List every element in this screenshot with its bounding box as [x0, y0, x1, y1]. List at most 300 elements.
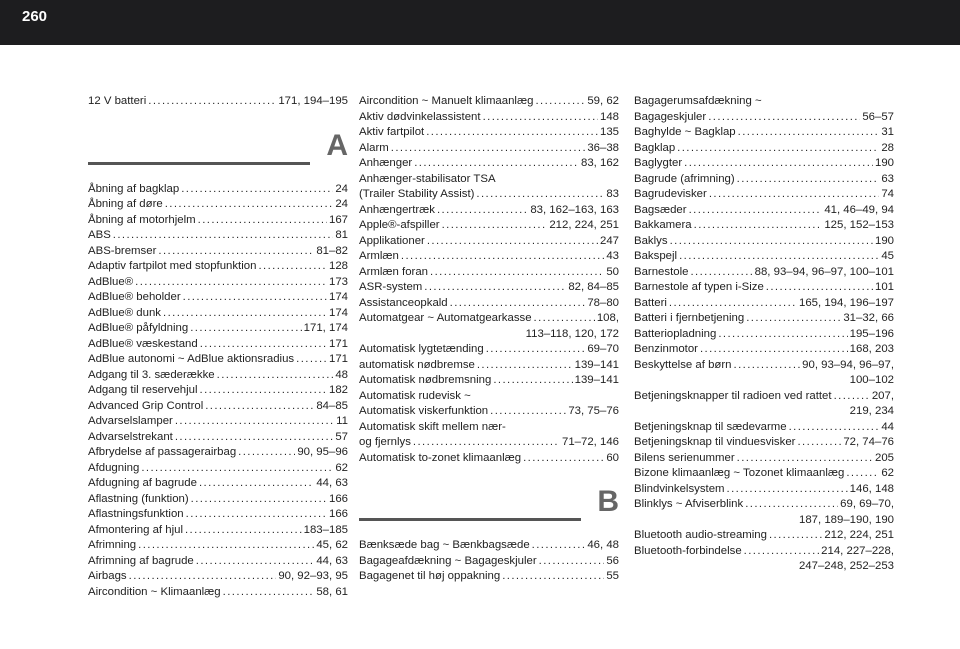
index-term: Armlæn foran — [359, 265, 429, 278]
dot-leader — [437, 203, 528, 219]
dot-leader — [483, 110, 598, 126]
index-term: Bakspejl — [634, 250, 678, 262]
index-term: Applikationer — [359, 234, 425, 247]
dot-leader — [129, 569, 277, 585]
index-term: Åbning af bagklap — [88, 182, 180, 195]
dot-leader — [199, 476, 314, 492]
page-ref: 62 — [881, 467, 894, 479]
dot-leader — [694, 218, 823, 234]
index-entry-pages-continued: 219, 234 — [849, 405, 894, 417]
dot-leader — [190, 321, 301, 337]
index-term: Aircondition ~ Klimaanlæg — [88, 585, 221, 598]
dot-leader — [539, 554, 605, 570]
index-entry — [634, 451, 894, 467]
dot-leader — [442, 218, 548, 234]
index-entry — [88, 445, 348, 461]
index-entry — [88, 290, 348, 306]
index-entry — [88, 383, 348, 399]
index-term: Aktiv fartpilot — [359, 126, 425, 138]
index-term: Automatisk lygtetænding — [359, 343, 484, 355]
page-ref: 174 — [328, 291, 348, 303]
page-ref: 195–196 — [849, 327, 894, 340]
index-term: Armlæn — [359, 250, 399, 262]
dot-leader — [205, 399, 314, 415]
dot-leader — [769, 528, 822, 544]
index-term: 12 V batteri — [88, 95, 147, 107]
index-entry — [634, 156, 894, 172]
page-ref: 212, 224, 251 — [549, 219, 619, 231]
index-entry — [634, 389, 894, 405]
page-ref: 190 — [874, 234, 894, 247]
index-entry — [359, 404, 619, 420]
index-entry — [88, 461, 348, 477]
index-term: Automatisk viskerfunktion — [359, 405, 489, 417]
index-entry — [359, 156, 619, 172]
index-entry — [359, 569, 619, 585]
index-entry — [88, 321, 348, 337]
page-ref: 84–85 — [316, 399, 348, 412]
index-term: Alarm — [359, 141, 389, 154]
index-entry — [634, 296, 894, 312]
page-ref: 36–38 — [587, 141, 619, 154]
page-ref: 59, 62 — [587, 95, 619, 107]
index-entry — [88, 259, 348, 275]
index-entry — [88, 228, 348, 244]
page-ref: 73, 75–76 — [568, 405, 619, 417]
dot-leader — [834, 389, 870, 405]
index-entry-pages-continued: 113–118, 120, 172 — [525, 327, 619, 340]
dot-leader — [413, 435, 560, 451]
page-ref: 214, 227–228, — [821, 544, 894, 557]
index-column-3 — [634, 94, 894, 575]
dot-leader — [797, 435, 841, 451]
index-entry — [359, 234, 619, 250]
dot-leader — [258, 259, 327, 275]
dot-leader — [200, 383, 327, 399]
index-entry — [88, 492, 348, 508]
index-entry — [359, 358, 619, 374]
dot-leader — [737, 172, 880, 188]
page-ref: 207, — [871, 389, 894, 402]
index-term: Bakkamera — [634, 219, 692, 231]
dot-leader — [789, 420, 880, 436]
index-term: Bagagenet til høj oppakning — [359, 570, 501, 582]
page-ref: 57 — [335, 430, 348, 443]
index-term: Afmontering af hjul — [88, 523, 183, 536]
index-term: Batteri i fjernbetjening — [634, 312, 745, 324]
dot-leader — [175, 414, 334, 430]
index-term: Afdugning — [88, 461, 140, 474]
index-entry — [634, 311, 894, 327]
page-ref: 71–72, 146 — [561, 436, 619, 448]
index-entry — [88, 507, 348, 523]
index-term: Aflastning (funktion) — [88, 492, 189, 505]
page-ref: 125, 152–153 — [824, 219, 894, 231]
index-entry — [634, 172, 894, 188]
dot-leader — [677, 141, 879, 157]
page-ref: 83, 162 — [580, 157, 619, 169]
index-entry — [634, 342, 894, 358]
dot-leader — [185, 523, 302, 539]
index-entry — [88, 182, 348, 198]
index-entry-term-line: Bagagerumsafdækning ~ — [634, 95, 762, 107]
index-term: Benzinmotor — [634, 343, 698, 355]
dot-leader — [670, 234, 873, 250]
dot-leader — [476, 187, 604, 203]
index-term: AdBlue® beholder — [88, 291, 181, 303]
index-entry — [634, 420, 894, 436]
page-ref: 41, 46–49, 94 — [824, 203, 894, 216]
index-term: Adaptiv fartpilot med stopfunktion — [88, 260, 257, 272]
index-term: Åbning af døre — [88, 198, 163, 210]
index-entry — [359, 435, 619, 451]
index-entry — [634, 327, 894, 343]
index-term: Betjeningsknap til sædevarme — [634, 420, 787, 433]
index-entry — [88, 523, 348, 539]
dot-leader — [689, 203, 823, 219]
page-ref: 56 — [606, 554, 619, 567]
index-term: Anhængertræk — [359, 203, 435, 216]
page-ref: 190 — [874, 157, 894, 169]
index-entry — [88, 213, 348, 229]
index-entry — [88, 244, 348, 260]
page-ref: 60 — [606, 451, 619, 464]
page-ref: 166 — [328, 508, 348, 520]
index-term: Bluetooth-forbindelse — [634, 544, 742, 557]
index-entry — [634, 249, 894, 265]
page-ref: 24 — [335, 182, 348, 195]
index-term: Advarselstrekant — [88, 430, 173, 443]
dot-leader — [490, 404, 566, 420]
index-term: ASR-system — [359, 281, 423, 293]
dot-leader — [113, 228, 334, 244]
index-entry — [88, 275, 348, 291]
dot-leader — [427, 234, 598, 250]
page-ref: 135 — [599, 126, 619, 138]
page-ref: 90, 95–96 — [297, 446, 348, 458]
index-term: Åbning af motorhjelm — [88, 213, 196, 226]
index-entry-term-line: Anhænger-stabilisator TSA — [359, 172, 496, 185]
dot-leader — [183, 290, 327, 306]
index-entry — [634, 203, 894, 219]
index-term: Adgang til reservehjul — [88, 384, 198, 396]
dot-leader — [700, 342, 848, 358]
page-ref: 165, 194, 196–197 — [798, 296, 894, 309]
index-term: Baklys — [634, 234, 668, 247]
page-ref: 69–70 — [587, 343, 619, 355]
index-term: Aircondition ~ Manuelt klimaanlæg — [359, 95, 534, 107]
index-entry — [359, 554, 619, 570]
index-entry — [634, 466, 894, 482]
index-term: Adgang til 3. sæderække — [88, 368, 215, 381]
page-ref: 166 — [328, 492, 348, 505]
index-term: Aflastningsfunktion — [88, 508, 184, 520]
page-ref: 11 — [336, 415, 348, 427]
spacer — [359, 466, 619, 488]
page-ref: 82, 84–85 — [568, 281, 619, 293]
dot-leader — [200, 337, 327, 353]
dot-leader — [493, 373, 572, 389]
index-term: AdBlue® påfyldning — [88, 322, 189, 334]
index-term: Bagsæder — [634, 203, 687, 216]
index-entry — [634, 265, 894, 281]
index-entry — [359, 296, 619, 312]
index-term: Bagrudevisker — [634, 188, 707, 200]
index-term: Afbrydelse af passagerairbag — [88, 446, 237, 458]
index-term: Bluetooth audio-streaming — [634, 529, 767, 541]
index-entry — [88, 337, 348, 353]
index-term: Afrimning — [88, 539, 137, 551]
index-entry — [88, 94, 348, 110]
index-entry — [88, 430, 348, 446]
page-ref: 90, 92–93, 95 — [278, 570, 348, 582]
page-ref: 171, 174 — [303, 322, 348, 334]
dot-leader — [198, 213, 327, 229]
page-ref: 45, 62 — [316, 539, 348, 551]
index-entry — [88, 569, 348, 585]
page-ref: 128 — [328, 260, 348, 272]
index-term: Bænksæde bag ~ Bænkbagsæde — [359, 539, 530, 551]
dot-leader — [532, 538, 586, 554]
index-entry-term-line: Automatisk rudevisk ~ — [359, 389, 471, 402]
index-term: Betjeningsknap til vinduesvisker — [634, 436, 796, 448]
index-term: automatisk nødbremse — [359, 358, 475, 371]
index-term: Advanced Grip Control — [88, 399, 204, 412]
index-term: Advarselslamper — [88, 415, 173, 427]
page-ref: 146, 148 — [849, 482, 894, 495]
page-ref: 63 — [881, 172, 894, 185]
page-ref: 139–141 — [574, 358, 619, 371]
header-bar — [0, 0, 960, 45]
dot-leader — [709, 187, 880, 203]
page-ref: 69, 69–70, — [840, 498, 894, 510]
index-term: AdBlue® væskestand — [88, 337, 198, 350]
index-entry — [634, 110, 894, 126]
page-ref: 171 — [328, 353, 348, 365]
index-column-2 — [359, 94, 619, 585]
dot-leader — [718, 327, 847, 343]
dot-leader — [401, 249, 604, 265]
index-entry — [634, 358, 894, 374]
page-ref: 24 — [335, 198, 348, 210]
dot-leader — [523, 451, 604, 467]
index-term: Bagrude (afrimning) — [634, 172, 735, 185]
index-entry — [634, 125, 894, 141]
index-term: Bilens serienummer — [634, 451, 735, 464]
index-term: Automatisk nødbremsning — [359, 374, 492, 386]
index-entry — [359, 203, 619, 219]
index-term: ABS — [88, 229, 111, 241]
index-entry — [634, 218, 894, 234]
page-ref: 44 — [881, 420, 894, 433]
index-entry — [88, 538, 348, 554]
dot-leader — [708, 110, 860, 126]
index-entry — [634, 280, 894, 296]
index-entry-pages-continued: 187, 189–190, 190 — [798, 513, 894, 526]
index-entry — [88, 476, 348, 492]
page-ref: 247 — [599, 234, 619, 247]
page-ref: 31 — [881, 126, 894, 138]
page-ref: 168, 203 — [849, 343, 894, 355]
index-term: Barnestole af typen i-Size — [634, 281, 764, 293]
page-ref: 46, 48 — [587, 539, 619, 551]
index-term: Batteriopladning — [634, 327, 717, 340]
index-entry — [88, 399, 348, 415]
page-ref: 182 — [328, 384, 348, 396]
section-header — [359, 485, 619, 538]
index-entry — [634, 482, 894, 498]
index-entry — [359, 141, 619, 157]
section-header — [88, 128, 348, 182]
index-term: Bizone klimaanlæg ~ Tozonet klimaanlæg — [634, 467, 845, 479]
page-ref: 50 — [606, 265, 619, 278]
page-ref: 83, 162–163, 163 — [530, 203, 619, 216]
dot-leader — [175, 430, 333, 446]
index-term: Baghylde ~ Bagklap — [634, 126, 736, 138]
dot-leader — [734, 358, 801, 374]
index-term: Batteri — [634, 296, 667, 309]
dot-leader — [186, 507, 327, 523]
index-entry — [359, 373, 619, 389]
dot-leader — [727, 482, 848, 498]
index-entry — [359, 451, 619, 467]
page-ref: 31–32, 66 — [843, 312, 894, 324]
section-divider — [359, 518, 581, 521]
index-entry — [634, 544, 894, 560]
index-entry — [359, 280, 619, 296]
page-ref: 72, 74–76 — [843, 436, 894, 448]
page-ref: 171, 194–195 — [278, 95, 348, 107]
index-entry — [634, 234, 894, 250]
page-ref: 205 — [874, 451, 894, 464]
dot-leader — [684, 156, 873, 172]
dot-leader — [737, 451, 873, 467]
index-entry — [88, 554, 348, 570]
index-entry — [88, 306, 348, 322]
section-letter: B — [597, 485, 619, 518]
index-term: Automatisk to-zonet klimaanlæg — [359, 451, 522, 464]
dot-leader — [535, 94, 585, 110]
index-term: Airbags — [88, 570, 127, 582]
index-term: Afdugning af bagrude — [88, 477, 197, 489]
dot-leader — [424, 280, 566, 296]
spacer — [88, 110, 348, 132]
index-term: og fjernlys — [359, 436, 411, 448]
dot-leader — [745, 497, 838, 513]
dot-leader — [158, 244, 314, 260]
page-ref: 88, 93–94, 96–97, 100–101 — [754, 265, 894, 278]
dot-leader — [148, 94, 276, 110]
index-term: Assistanceopkald — [359, 296, 448, 309]
dot-leader — [450, 296, 586, 312]
dot-leader — [196, 554, 315, 570]
index-entry — [359, 94, 619, 110]
dot-leader — [414, 156, 579, 172]
page-ref: 48 — [335, 368, 348, 381]
dot-leader — [534, 311, 595, 327]
index-entry-pages-continued: 247–248, 252–253 — [798, 560, 894, 572]
index-entry — [634, 497, 894, 513]
dot-leader — [163, 306, 327, 322]
dot-leader — [669, 296, 797, 312]
index-term: Barnestole — [634, 265, 689, 278]
index-term: Bagklap — [634, 141, 676, 154]
index-column-1 — [88, 94, 348, 600]
page-ref: 167 — [328, 213, 348, 226]
page-ref: 58, 61 — [316, 585, 348, 598]
index-term: (Trailer Stability Assist) — [359, 188, 475, 200]
page-ref: 83 — [606, 188, 619, 200]
index-term: Beskyttelse af børn — [634, 358, 732, 371]
index-entry — [88, 368, 348, 384]
index-entry — [359, 187, 619, 203]
dot-leader — [430, 265, 604, 281]
page-ref: 81 — [335, 229, 348, 241]
index-entry — [634, 435, 894, 451]
dot-leader — [165, 197, 334, 213]
page-ref: 43 — [606, 250, 619, 262]
index-entry-term-line: Automatisk skift mellem nær- — [359, 420, 506, 433]
page-ref: 28 — [881, 141, 894, 154]
section-letter: A — [326, 128, 348, 162]
index-term: Aktiv dødvinkelassistent — [359, 110, 481, 123]
index-entry — [359, 311, 619, 327]
dot-leader — [391, 141, 586, 157]
index-term: Afrimning af bagrude — [88, 554, 194, 567]
page-ref: 174 — [328, 306, 348, 319]
index-term: Baglygter — [634, 157, 683, 169]
index-entry — [359, 265, 619, 281]
index-entry — [88, 352, 348, 368]
index-term: Betjeningsknapper til radioen ved rattet — [634, 389, 832, 402]
index-entry — [634, 187, 894, 203]
index-term: Bagageafdækning ~ Bagageskjuler — [359, 554, 537, 567]
page-ref: 44, 63 — [316, 477, 348, 489]
page-ref: 55 — [606, 570, 619, 582]
dot-leader — [766, 280, 873, 296]
index-entry — [359, 218, 619, 234]
dot-leader — [238, 445, 295, 461]
dot-leader — [846, 466, 879, 482]
index-entry — [634, 528, 894, 544]
page-ref: 45 — [881, 250, 894, 262]
dot-leader — [223, 585, 315, 601]
index-term: AdBlue autonomi ~ AdBlue aktionsradius — [88, 353, 295, 365]
page-ref: 81–82 — [316, 244, 348, 257]
index-term: Blinklys ~ Afviserblink — [634, 498, 744, 510]
index-entry — [359, 342, 619, 358]
dot-leader — [738, 125, 880, 141]
page-ref: 108, — [596, 312, 619, 324]
dot-leader — [746, 311, 841, 327]
page-ref: 171 — [328, 337, 348, 350]
page-ref: 173 — [328, 275, 348, 288]
index-term: AdBlue® dunk — [88, 306, 161, 319]
dot-leader — [141, 461, 333, 477]
page-ref: 183–185 — [303, 523, 348, 536]
page-ref: 44, 63 — [316, 554, 348, 567]
index-term: Blindvinkelsystem — [634, 482, 725, 495]
dot-leader — [679, 249, 879, 265]
page-ref: 90, 93–94, 96–97, — [802, 358, 894, 371]
index-term: AdBlue® — [88, 275, 134, 288]
index-term: Anhænger — [359, 157, 413, 169]
dot-leader — [138, 538, 314, 554]
index-term: Apple®-afspiller — [359, 219, 440, 231]
dot-leader — [191, 492, 327, 508]
dot-leader — [690, 265, 752, 281]
dot-leader — [477, 358, 573, 374]
